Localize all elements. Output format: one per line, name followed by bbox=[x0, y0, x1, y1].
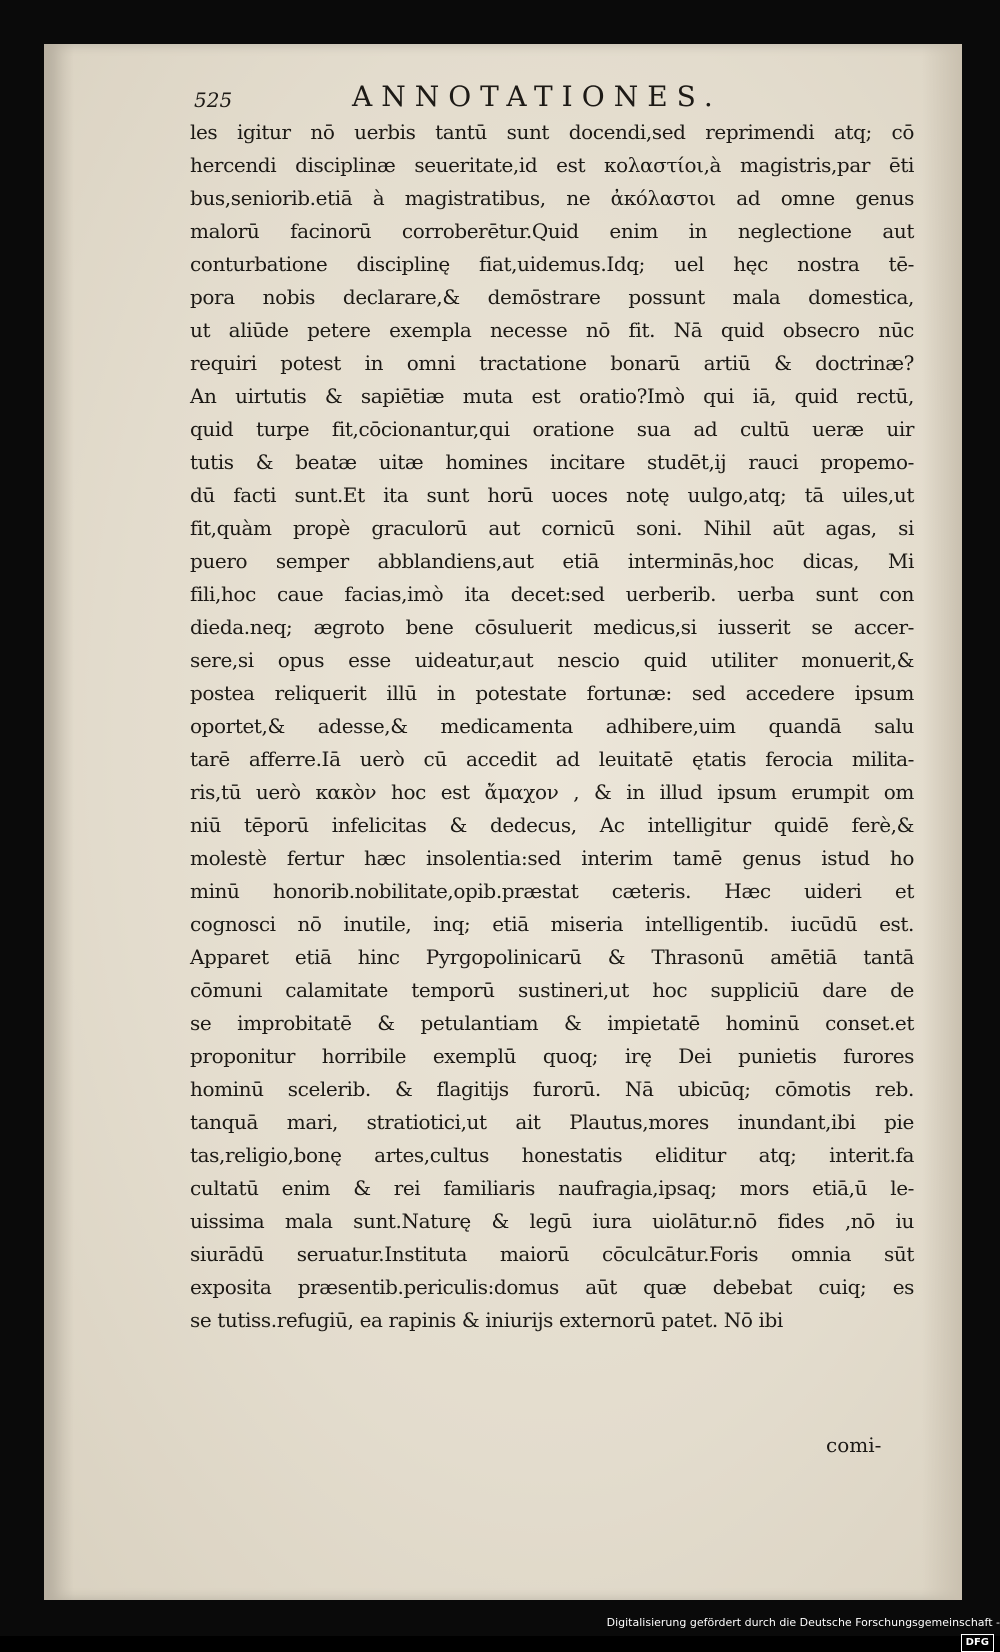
text-line: niū tēporū infelicitas & dedecus, Ac intelligitur quidē ferè,& bbox=[190, 813, 914, 837]
text-line: siurādū seruatur.Instituta maiorū cōculcātur.Foris omnia sūt bbox=[190, 1242, 914, 1266]
text-line: ut aliūde petere exempla necesse nō fit. Nā quid obsecro nūc bbox=[190, 318, 914, 342]
text-line: sere,si opus esse uideatur,aut nescio quid utiliter monuerit,& bbox=[190, 648, 914, 672]
text-line: se tutiss.refugiū, ea rapinis & iniurijs externorū patet. Nō ibi bbox=[190, 1308, 783, 1332]
body-text bbox=[190, 116, 914, 1337]
text-line: dū facti sunt.Et ita sunt horū uoces notę uulgo,atq; tā uiles,ut bbox=[190, 483, 914, 507]
text-line: cultatū enim & rei familiaris naufragia,ipsaq; mors etiā,ū le- bbox=[190, 1176, 914, 1200]
text-line: bus,seniorib.etiā à magistratibus, ne ἀκόλαστοι ad omne genus bbox=[190, 186, 914, 210]
text-line: minū honorib.nobilitate,opib.præstat cæteris. Hæc uideri et bbox=[190, 879, 914, 903]
page-header bbox=[194, 80, 914, 120]
text-line: ris,tū uerò κακὸν hoc est ἄμαχον , & in illud ipsum erumpit om bbox=[190, 780, 914, 804]
text-line: fili,hoc caue facias,imò ita decet:sed uerberib. uerba sunt con bbox=[190, 582, 914, 606]
text-line: cōmuni calamitate temporū sustineri,ut hoc suppliciū dare de bbox=[190, 978, 914, 1002]
page-gutter-shadow bbox=[44, 44, 74, 1600]
text-line: tarē afferre.Iā uerò cū accedit ad leuitatē ętatis ferocia milita- bbox=[190, 747, 914, 771]
text-line: se improbitatē & petulantiam & impietatē hominū conset.et bbox=[190, 1011, 914, 1035]
text-line: uissima mala sunt.Naturę & legū iura uiolātur.nō fides ,nō iu bbox=[190, 1209, 914, 1233]
text-line: cognosci nō inutile, inq; etiā miseria intelligentib. iucūdū est. bbox=[190, 912, 914, 936]
text-line: tutis & beatæ uitæ homines incitare studēt,ij rauci propemo- bbox=[190, 450, 914, 474]
text-line: proponitur horribile exemplū quoq; irę Dei punietis furores bbox=[190, 1044, 914, 1068]
text-line: les igitur nō uerbis tantū sunt docendi,sed reprimendi atq; cō bbox=[190, 120, 914, 144]
text-line: molestè fertur hæc insolentia:sed interim tamē genus istud ho bbox=[190, 846, 914, 870]
running-head: ANNOTATIONES. bbox=[352, 80, 722, 113]
page-edge-shadow bbox=[922, 44, 962, 1600]
text-line: quid turpe fit,cōcionantur,qui oratione sua ad cultū ueræ uir bbox=[190, 417, 914, 441]
credit-text: Digitalisierung gefördert durch die Deutsche Forschungsgemeinschaft - bbox=[606, 1616, 1000, 1629]
dfg-logo-icon: DFG bbox=[961, 1634, 994, 1652]
text-line: requiri potest in omni tractatione bonarū artiū & doctrinæ? bbox=[190, 351, 914, 375]
catchword: comi- bbox=[826, 1433, 882, 1457]
text-line: tanquā mari, stratiotici,ut ait Plautus,mores inundant,ibi pie bbox=[190, 1110, 914, 1134]
text-line: pora nobis declarare,& demōstrare possunt mala domestica, bbox=[190, 285, 914, 309]
folio-number: 525 bbox=[194, 88, 233, 112]
text-line: hercendi disciplinæ seueritate,id est κολαστίοι,à magistris,par ēti bbox=[190, 153, 914, 177]
text-line: puero semper abblandiens,aut etiā interminās,hoc dicas, Mi bbox=[190, 549, 914, 573]
text-line: tas,religio,bonę artes,cultus honestatis eliditur atq; interit.fa bbox=[190, 1143, 914, 1167]
text-line: hominū scelerib. & flagitijs furorū. Nā ubicūq; cōmotis reb. bbox=[190, 1077, 914, 1101]
text-line: An uirtutis & sapiētiæ muta est oratio?Imò qui iā, quid rectū, bbox=[190, 384, 914, 408]
text-line: dieda.neq; ægroto bene cōsuluerit medicus,si iusserit se accer- bbox=[190, 615, 914, 639]
digitization-credit bbox=[560, 1612, 1000, 1649]
text-line: conturbatione disciplinę fiat,uidemus.Idq; uel hęc nostra tē- bbox=[190, 252, 914, 276]
text-line: fit,quàm propè graculorū aut cornicū soni. Nihil aūt agas, si bbox=[190, 516, 914, 540]
text-line: Apparet etiā hinc Pyrgopolinicarū & Thrasonū amētiā tantā bbox=[190, 945, 914, 969]
text-line: exposita præsentib.periculis:domus aūt quæ debebat cuiq; es bbox=[190, 1275, 914, 1299]
text-line: oportet,& adesse,& medicamenta adhibere,uim quandā salu bbox=[190, 714, 914, 738]
text-line: malorū facinorū corroberētur.Quid enim in neglectione aut bbox=[190, 219, 914, 243]
text-line: postea reliquerit illū in potestate fortunæ: sed accedere ipsum bbox=[190, 681, 914, 705]
